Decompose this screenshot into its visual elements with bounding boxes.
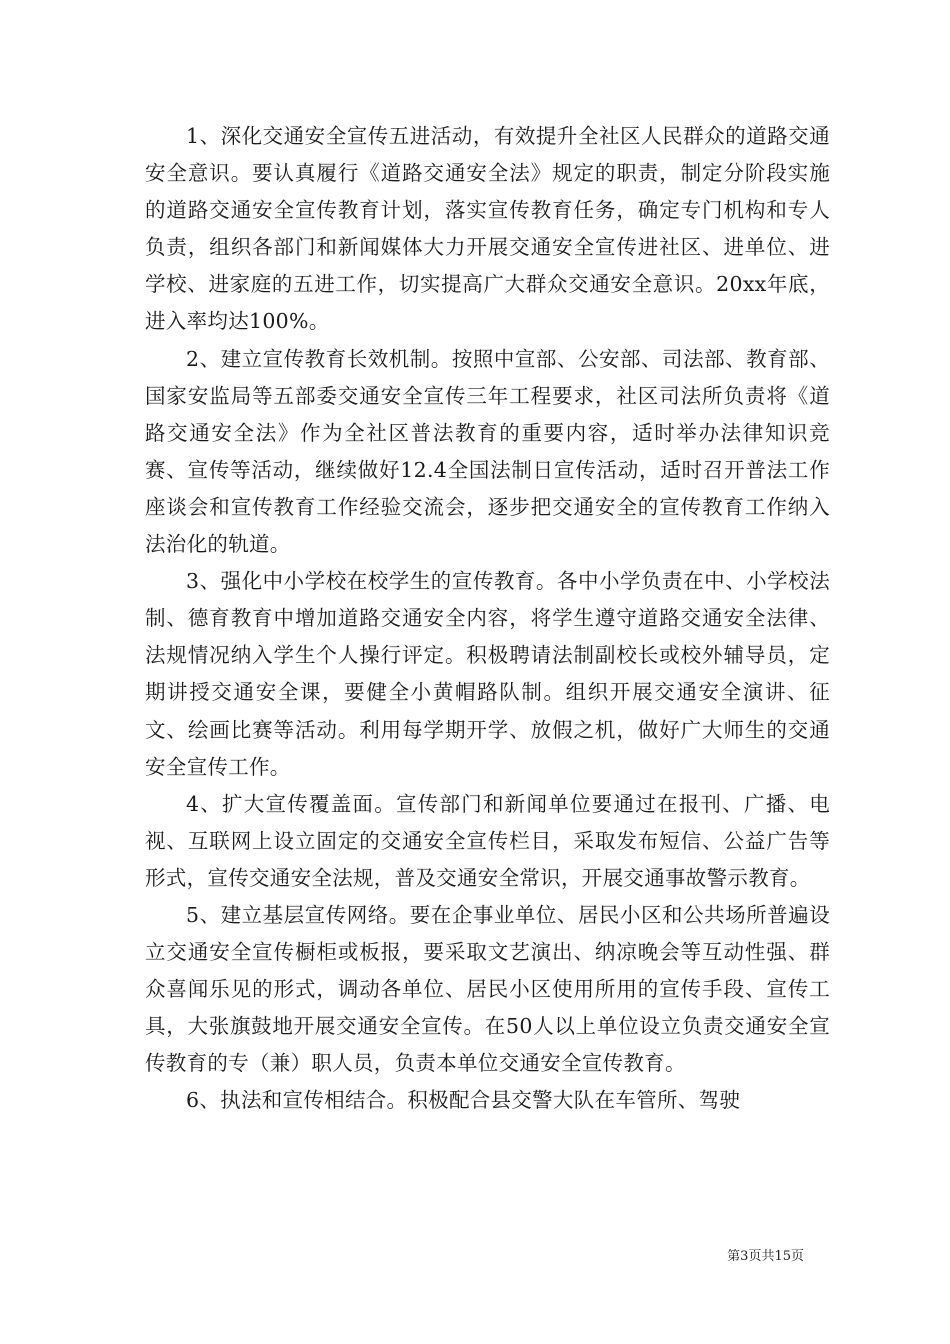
paragraph-2: 2、建立宣传教育长效机制。按照中宣部、公安部、司法部、教育部、国家安监局等五部委交通安全宣传三年工程要求，社区司法所负责将《道路交通安全法》作为全社区普法教育的重要内容，适时举办法律知识竞赛、宣传等活动，继续做好12.4全国法制日宣传活动，适时召开普法工作座谈会和宣传教育工作经验交流会，逐步把交通安全的宣传教育工作纳入法治化的轨道。 xyxy=(145,346,830,557)
paragraph-5: 5、建立基层宣传网络。要在企事业单位、居民小区和公共场所普遍设立交通安全宣传橱柜或板报，要采取文艺演出、纳凉晚会等互动性强、群众喜闻乐见的形式，调动各单位、居民小区使用所用的宣传手段、宣传工具，大张旗鼓地开展交通安全宣传。在50人以上单位设立负责交通安全宣传教育的专（兼）职人员，负责本单位交通安全宣传教育。 xyxy=(145,902,830,1076)
paragraph-4: 4、扩大宣传覆盖面。宣传部门和新闻单位要通过在报刊、广播、电视、互联网上设立固定的交通安全宣传栏目，采取发布短信、公益广告等形式，宣传交通安全法规，普及交通安全常识，开展交通事故警示教育。 xyxy=(145,791,830,890)
document-body xyxy=(145,118,830,1120)
page-number: 第3页共15页 xyxy=(727,1249,804,1264)
paragraph-6: 6、执法和宣传相结合。积极配合县交警大队在车管所、驾驶 xyxy=(186,1088,741,1113)
paragraph-1: 1、深化交通安全宣传五进活动，有效提升全社区人民群众的道路交通安全意识。要认真履行《道路交通安全法》规定的职责，制定分阶段实施的道路交通安全宣传教育计划，落实宣传教育任务，确定专门机构和专人负责，组织各部门和新闻媒体大力开展交通安全宣传进社区、进单位、进学校、进家庭的五进工作，切实提高广大群众交通安全意识。20xx年底，进入率均达100%。 xyxy=(145,124,830,334)
paragraph-3: 3、强化中小学校在校学生的宣传教育。各中小学负责在中、小学校法制、德育教育中增加道路交通安全内容，将学生遵守道路交通安全法律、法规情况纳入学生个人操行评定。积极聘请法制副校长或校外辅导员，定期讲授交通安全课，要健全小黄帽路队制。组织开展交通安全演讲、征文、绘画比赛等活动。利用每学期开学、放假之机，做好广大师生的交通安全宣传工作。 xyxy=(145,569,830,779)
